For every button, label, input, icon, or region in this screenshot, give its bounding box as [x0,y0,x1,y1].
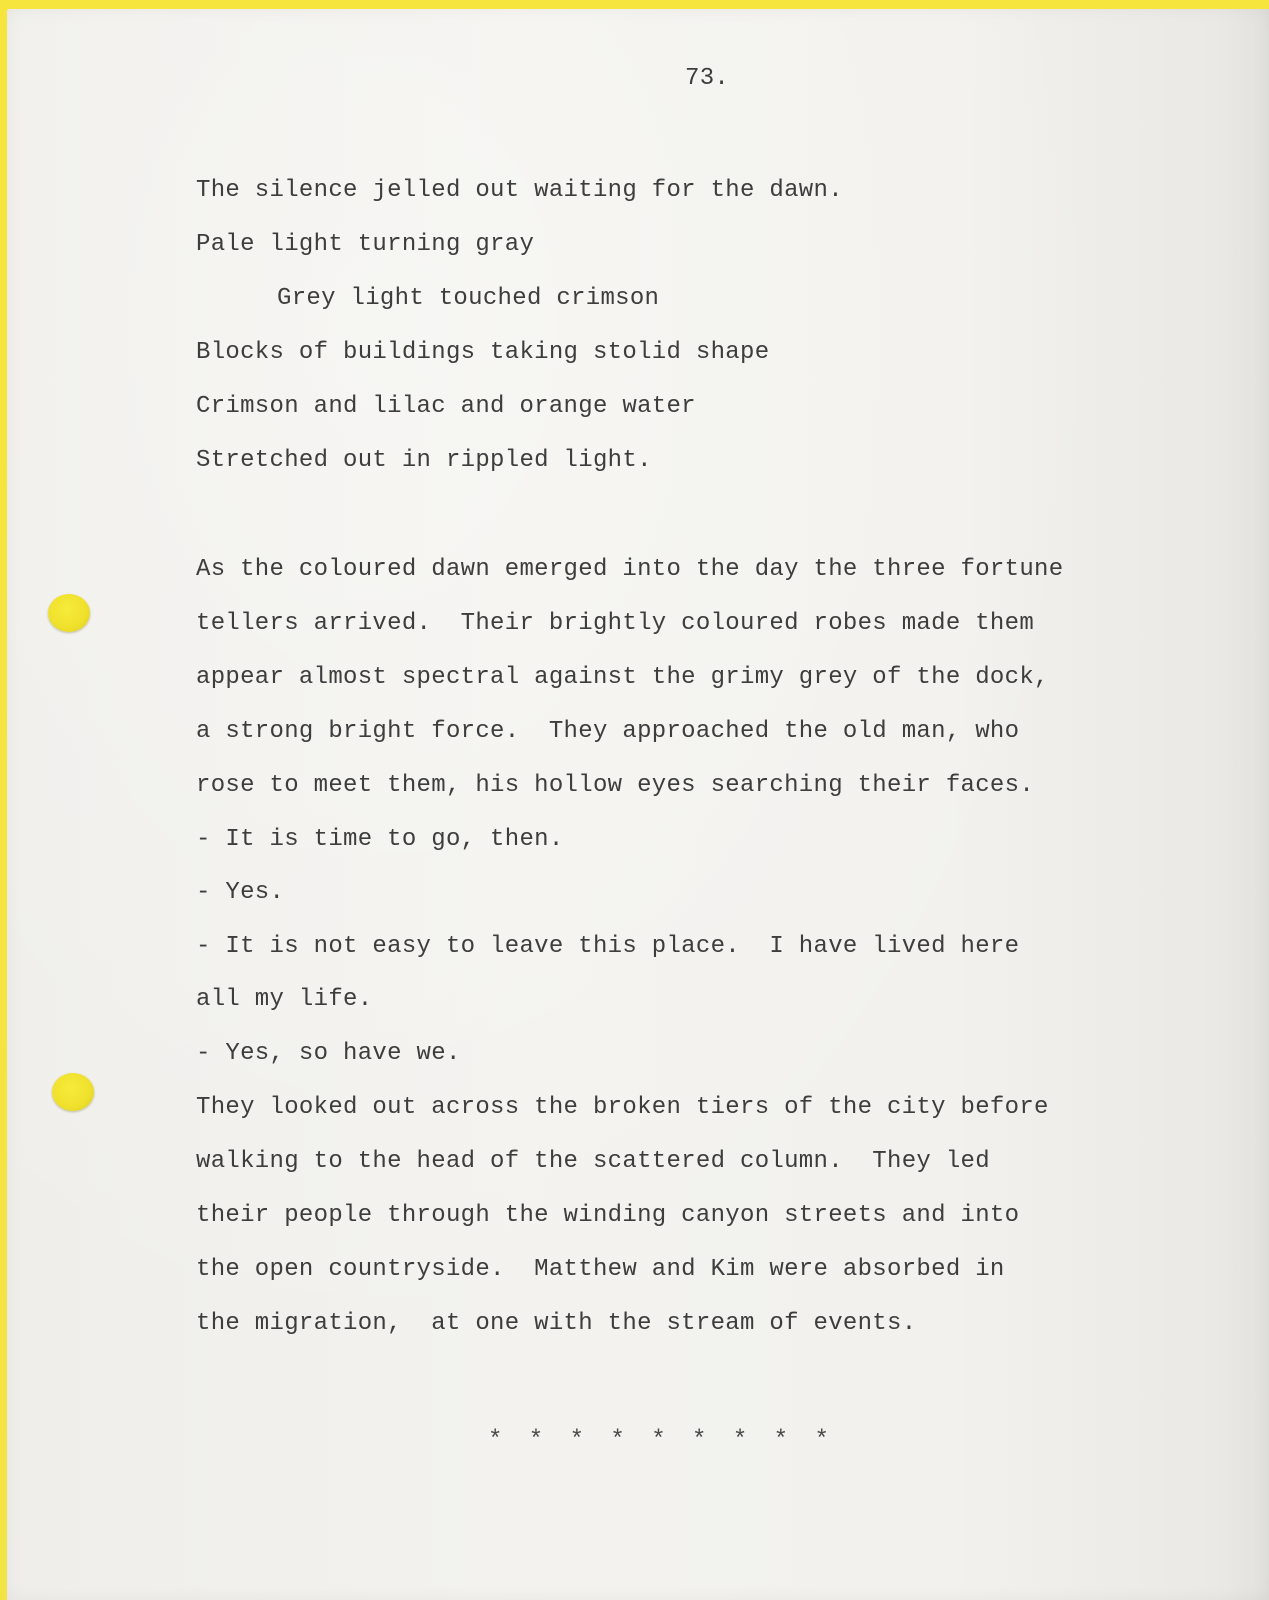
poem-line: Stretched out in rippled light. [196,447,652,474]
punch-hole-bottom [52,1073,94,1111]
poem-line: Pale light turning gray [196,231,535,258]
typewritten-page [7,9,1269,1600]
poem-line: Blocks of buildings taking stolid shape [196,339,770,366]
prose-line: walking to the head of the scattered column. They led [196,1148,990,1175]
poem-line: Crimson and lilac and orange water [196,393,696,420]
prose-line: their people through the winding canyon streets and into [196,1202,1020,1229]
prose-line: tellers arrived. Their brightly coloured robes made them [196,610,1035,637]
prose-line: the open countryside. Matthew and Kim were absorbed in [196,1256,1005,1283]
poem-line: The silence jelled out waiting for the dawn. [196,177,843,204]
poem-line-indented: Grey light touched crimson [277,285,660,312]
dialogue-line: - It is time to go, then. [196,826,564,853]
prose-line: As the coloured dawn emerged into the day the three fortune [196,556,1064,583]
prose-line: the migration, at one with the stream of events. [196,1310,917,1337]
dialogue-line: - It is not easy to leave this place. I have lived here [196,933,1020,960]
dialogue-line: - Yes, so have we. [196,1040,461,1067]
punch-hole-top [48,594,90,632]
dialogue-line: all my life. [196,986,373,1013]
prose-line: They looked out across the broken tiers of the city before [196,1094,1049,1121]
dialogue-line: - Yes. [196,879,285,906]
prose-line: appear almost spectral against the grimy grey of the dock, [196,664,1049,691]
page-number: 73. [685,65,730,92]
prose-line: a strong bright force. They approached the old man, who [196,718,1020,745]
prose-line: rose to meet them, his hollow eyes searching their faces. [196,772,1035,799]
section-break-asterisks: * * * * * * * * * [488,1427,835,1454]
